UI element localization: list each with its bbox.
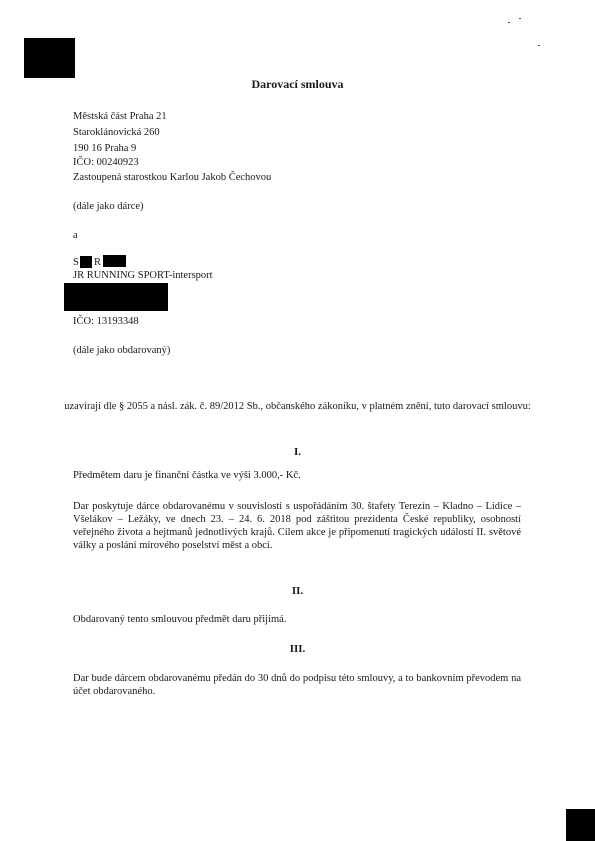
section-heading: I. [293,446,302,458]
section-heading: III. [289,643,306,655]
redaction-name-1 [80,256,92,268]
scan-speck [519,18,521,19]
redaction-address [64,283,168,311]
section-paragraph: Dar poskytuje dárce obdarovanému v souvislosti s uspořádáním 30. štafety Terezín – Kladno – Lidice – Všelákov – Ležáky, ve dnech 23. – 24. 6. 2018 pod záštitou prezidenta České republiky, osobností veřejného života a hejtmanů jednotlivých krajů. Cílem akce je připomenutí tragických událostí II. světové války a poslání mírového poselství měst a obcí. [73,501,521,551]
donor-line: Městská část Praha 21 [73,111,167,122]
recipient-name-fragment: R [94,257,102,268]
donor-line: Zastoupená starostkou Karlou Jakob Čechovou [73,172,272,183]
recipient-designation: (dále jako obdarovaný) [73,345,171,356]
donor-line: 190 16 Praha 9 [73,143,137,154]
scan-speck [508,22,510,23]
redaction-name-2 [103,255,126,267]
section-heading: II. [291,585,304,597]
redaction-block-top-left [24,38,75,78]
redaction-block-bottom-right [566,809,595,841]
conjunction: a [73,230,78,241]
section-paragraph: Dar bude dárcem obdarovanému předán do 30 dnů do podpisu této smlouvy, a to bankovním převodem na účet obdarovaného. [73,673,521,697]
donor-line: IČO: 00240923 [73,157,139,168]
preamble: uzavírají dle § 2055 a násl. zák. č. 89/2012 Sb., občanského zákoníku, v platném znění, tuto darovací smlouvu: [64,401,531,412]
recipient-ico: IČO: 13193348 [73,316,139,327]
recipient-name-line [73,256,79,269]
scan-speck [538,45,540,46]
recipient-name-fragment: S [73,257,79,268]
donor-designation: (dále jako dárce) [73,201,144,212]
section-paragraph: Předmětem daru je finanční částka ve výši 3.000,- Kč. [73,470,301,481]
document-title: Darovací smlouva [251,77,344,91]
recipient-company: JR RUNNING SPORT-intersport [73,270,213,281]
section-paragraph: Obdarovaný tento smlouvou předmět daru přijímá. [73,614,287,625]
donor-line: Staroklánovická 260 [73,127,160,138]
